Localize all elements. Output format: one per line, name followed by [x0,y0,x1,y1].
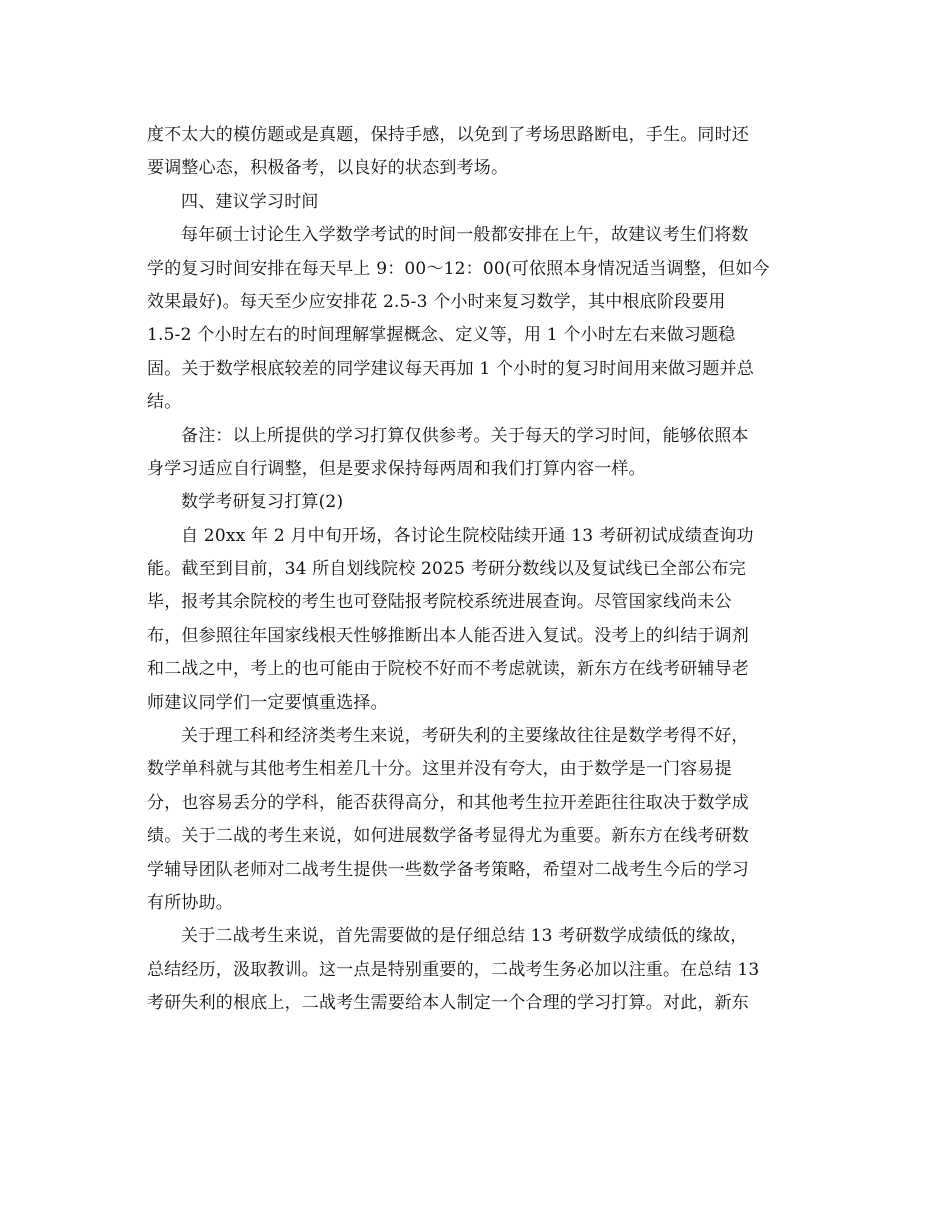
text-line: 考研失利的根底上，二战考生需要给本人制定一个合理的学习打算。对此，新东 [147,993,749,1014]
text-line: 1.5-2 个小时左右的时间理解掌握概念、定义等，用 1 个小时左右来做习题稳 [147,325,736,346]
text-line: 分，也容易丢分的学科，能否获得高分，和其他考生拉开差距往往取决于数学成 [147,792,749,813]
text-line: 总结经历，汲取教训。这一点是特别重要的，二战考生务必加以注重。在总结 13 [147,959,760,980]
text-line: 布，但参照往年国家线根天性够推断出本人能否进入复试。没考上的纠结于调剂 [147,625,749,646]
text-line: 备注：以上所提供的学习打算仅供参考。关于每天的学习时间，能够依照本 [181,425,749,446]
text-line: 身学习适应自行调整，但是要求保持每两周和我们打算内容一样。 [147,458,646,479]
text-line: 每年硕士讨论生入学数学考试的时间一般都安排在上午，故建议考生们将数 [181,225,749,246]
text-line: 毕，报考其余院校的考生也可登陆报考院校系统进展查询。尽管国家线尚未公 [147,592,732,613]
document-body [147,120,807,1022]
text-line: 能。截至到目前，34 所自划线院校 2025 考研分数线以及复试线已全部公布完 [147,559,746,580]
text-line: 四、建议学习时间 [181,191,319,212]
text-line: 和二战之中，考上的也可能由于院校不好而不考虑就读，新东方在线考研辅导老 [147,659,749,680]
text-line: 关于理工科和经济类考生来说，考研失利的主要缘故往往是数学考得不好， [181,726,749,747]
text-line: 效果最好)。每天至少应安排花 2.5-3 个小时来复习数学，其中根底阶段要用 [147,291,726,312]
text-line: 学辅导团队老师对二战考生提供一些数学备考策略，希望对二战考生今后的学习 [147,859,749,880]
text-line: 绩。关于二战的考生来说，如何进展数学备考显得尤为重要。新东方在线考研数 [147,826,749,847]
text-line: 固。关于数学根底较差的同学建议每天再加 1 个小时的复习时间用来做习题并总 [147,358,755,379]
text-line: 结。 [147,392,182,413]
text-line: 自 20xx 年 2 月中旬开场，各讨论生院校陆续开通 13 考研初试成绩查询功 [181,525,754,546]
text-line: 关于二战考生来说，首先需要做的是仔细总结 13 考研数学成绩低的缘故， [181,926,748,947]
text-line: 数学单科就与其他考生相差几十分。这里并没有夸大，由于数学是一门容易提 [147,759,732,780]
text-line: 学的复习时间安排在每天早上 9：00～12：00(可依照本身情况适当调整，但如今 [147,258,770,279]
text-line: 度不太大的模仿题或是真题，保持手感，以免到了考场思路断电，手生。同时还 [147,125,749,145]
text-line: 有所协助。 [147,892,233,913]
text-line: 师建议同学们一定要慎重选择。 [147,692,388,713]
text-line: 要调整心态，积极备考，以良好的状态到考场。 [147,158,509,179]
text-line: 数学考研复习打算(2) [181,492,344,513]
